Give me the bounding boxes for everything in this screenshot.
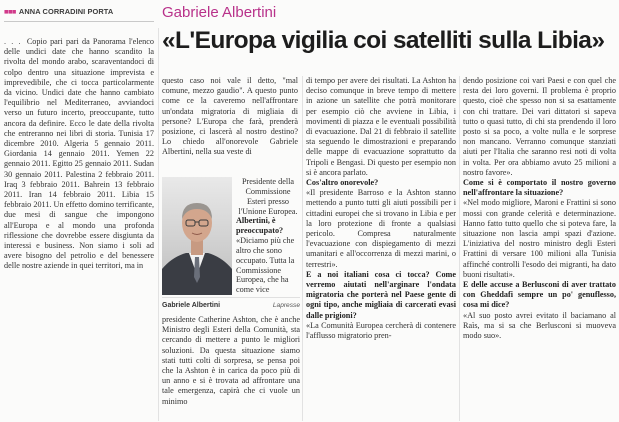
lead-dots: . . . [4, 37, 22, 46]
column-paragraph: «Nel modo migliore, Maroni e Frattini si sono mossi con grande celerità e determinazione. Hanno fatto tutto quello che si poteva fare, la situazione non lascia ampi spazi d'azione. L'iniziativa del nostro ministro degli Esteri Frattini di versare 100 milioni alla Tunisia affinché controlli l'esodo dei migranti, ha dato buoni risultati». [463, 198, 616, 279]
interview-question: Cos'altro onorevole? [306, 178, 379, 188]
caption-credit: Lapresse [272, 301, 300, 309]
column-paragraph: presidente Catherine Ashton, che è anche Ministro degli Esteri della Comunità, sta cercando di mettere a punto le migliori soluzioni. Da questa situazione siamo stati tutti colti di sorpresa, se pensa poi che la Ashton è in carica da poco più di un anno e si è trovata ad affrontare una tale emergenza, capirà che ci vuole un minimo [162, 315, 300, 406]
column-divider [302, 76, 303, 421]
article-headline: «L'Europa vigilia coi satelliti sulla Libia» [162, 27, 605, 54]
column-divider [459, 76, 460, 421]
byline-marker-icon: ■■■ [4, 7, 16, 16]
column-paragraph: «La Comunità Europea cercherà di contenere l'afflusso migratorio pren- [306, 320, 456, 341]
column-paragraph: questo caso noi vale il detto, "mal comune, mezzo gaudio". A questo punto come ce la caveremo nell'affrontare un'ondata migratoria di migliaia di persone? L'Europa che farà, prenderà posizione, ci lascerà al nostro destino? Lo chiedo all'onorevole Gabriele Albertini, nella sua veste di [162, 76, 298, 157]
article-column-2-side [236, 177, 300, 315]
photo-caption [162, 297, 300, 312]
interview-question: Albertini, è preoccupato? [236, 216, 284, 236]
paragraph-text: Copio pari pari da Panorama l'elenco delle undici date che hanno scandito la rivolta del mondo arabo, scaraventandoci di colpo dentro una situazione imprevista e imprevedibile, che ci tocca particolarmente da vicino. Undici date che hanno cambiato l'equilibrio nel Mediterraneo, avviandoci verso un futuro incerto, preoccupante, tutto ancora da definire. Ecco le date della rivolta che entreranno nei libri di storia. Tunisia 17 dicembre 2010. Algeria 5 gennaio 2011. Giordania 14 gennaio 2011. Yemen 22 gennaio 2011. Egitto 25 gennaio 2011. Sudan 30 gennaio 2011. Palestina 2 febbraio 2011. Iraq 3 febbraio 2011. Bahrein 13 febbraio 2011. Iran 14 febbraio 2011. Libia 15 febbraio 2011. Un effetto domino terrificante, due mesi di sangue che impongono all'Europa e al mondo una profonda riflessione che dovrebbe essere disgiunta da interessi e business. Non siamo i soli ad avere bisogno del petrolio e del benessere delle nostre aziende in quei territori, ma in [4, 37, 154, 271]
author-byline [4, 7, 154, 19]
column-paragraph: Presidente della Commissione Esteri presso l'Unione Europea. [238, 177, 298, 216]
column-paragraph: «Il presidente Barroso e la Ashton stanno mettendo a punto tutti gli aiuti possibili per i cittadini europei che si trovano in Libia e per la loro protezione di fronte a qualsiasi pericolo. Compresa naturalmente l'evacuazione con dispiegamento di mezzi umanitari e all'occorrenza di mezzi marini, o terrestri». [306, 188, 456, 269]
article-column-1 [4, 37, 154, 420]
column-paragraph: «Diciamo più che altro che sono occupato. Tutta la Commissione Europea, che ha come vice [236, 236, 295, 295]
article-kicker: Gabriele Albertini [162, 4, 277, 21]
column-paragraph: di tempo per avere dei risultati. La Ashton ha deciso comunque in breve tempo di mettere in azione un satellite che potrà monitorare per esempio ciò che avviene in Libia, i movimenti di piazza e le eventuali possibilità di evacuazione. Dal 21 di febbraio il satellite sta seguendo le dimostrazioni e preparando delle mappe di evacuazione soprattutto da Tripoli e Bengasi. Di questo per esempio non si è ancora parlato. [306, 76, 456, 177]
column-paragraph: dendo posizione coi vari Paesi e con quel che resta dei loro governi. Il problema è proprio questo, cioè che spesso non si sa esattamente con chi trattare. Dei vari dittatori si sapeva tutto o quasi tutto, di chi sta prendendo il loro posto si sa poco, a volte nulla e le sorprese non mancano. Verranno comunque stanziati aiuti per l'Italia che saranno resi noti di volta in volta. Per ora abbiamo avuto 25 milioni a nostro favore». [463, 76, 616, 177]
column-paragraph [4, 37, 154, 272]
caption-name: Gabriele Albertini [162, 301, 221, 309]
interview-question: Come si è comportato il nostro governo nell'affrontare la situazione? [463, 178, 616, 198]
article-column-3 [306, 76, 456, 421]
article-column-4 [463, 76, 616, 421]
interview-question: E a noi italiani cosa ci tocca? Come verremo aiutati nell'arginare l'ondata migratoria che porterà nel Paese gente di ogni tipo, anche migliaia di carcerati evasi dalle prigioni? [306, 269, 456, 320]
column-paragraph: «Al suo posto avrei evitato il baciamano al Raìs, ma si sa che Berlusconi si muoveva modo suo». [463, 310, 616, 341]
interview-question: E delle accuse a Berlusconi di aver trattato con Gheddafi sempre un po' genuflesso, cosa mi dice? [463, 280, 616, 310]
article-column-2-top [162, 76, 298, 174]
column-divider [158, 28, 159, 421]
byline-rule [4, 21, 154, 22]
article-column-2-bottom [162, 315, 300, 421]
portrait-illustration [162, 177, 232, 295]
author-name: ANNA CORRADINI PORTA [18, 7, 114, 16]
portrait-photo [162, 177, 232, 295]
